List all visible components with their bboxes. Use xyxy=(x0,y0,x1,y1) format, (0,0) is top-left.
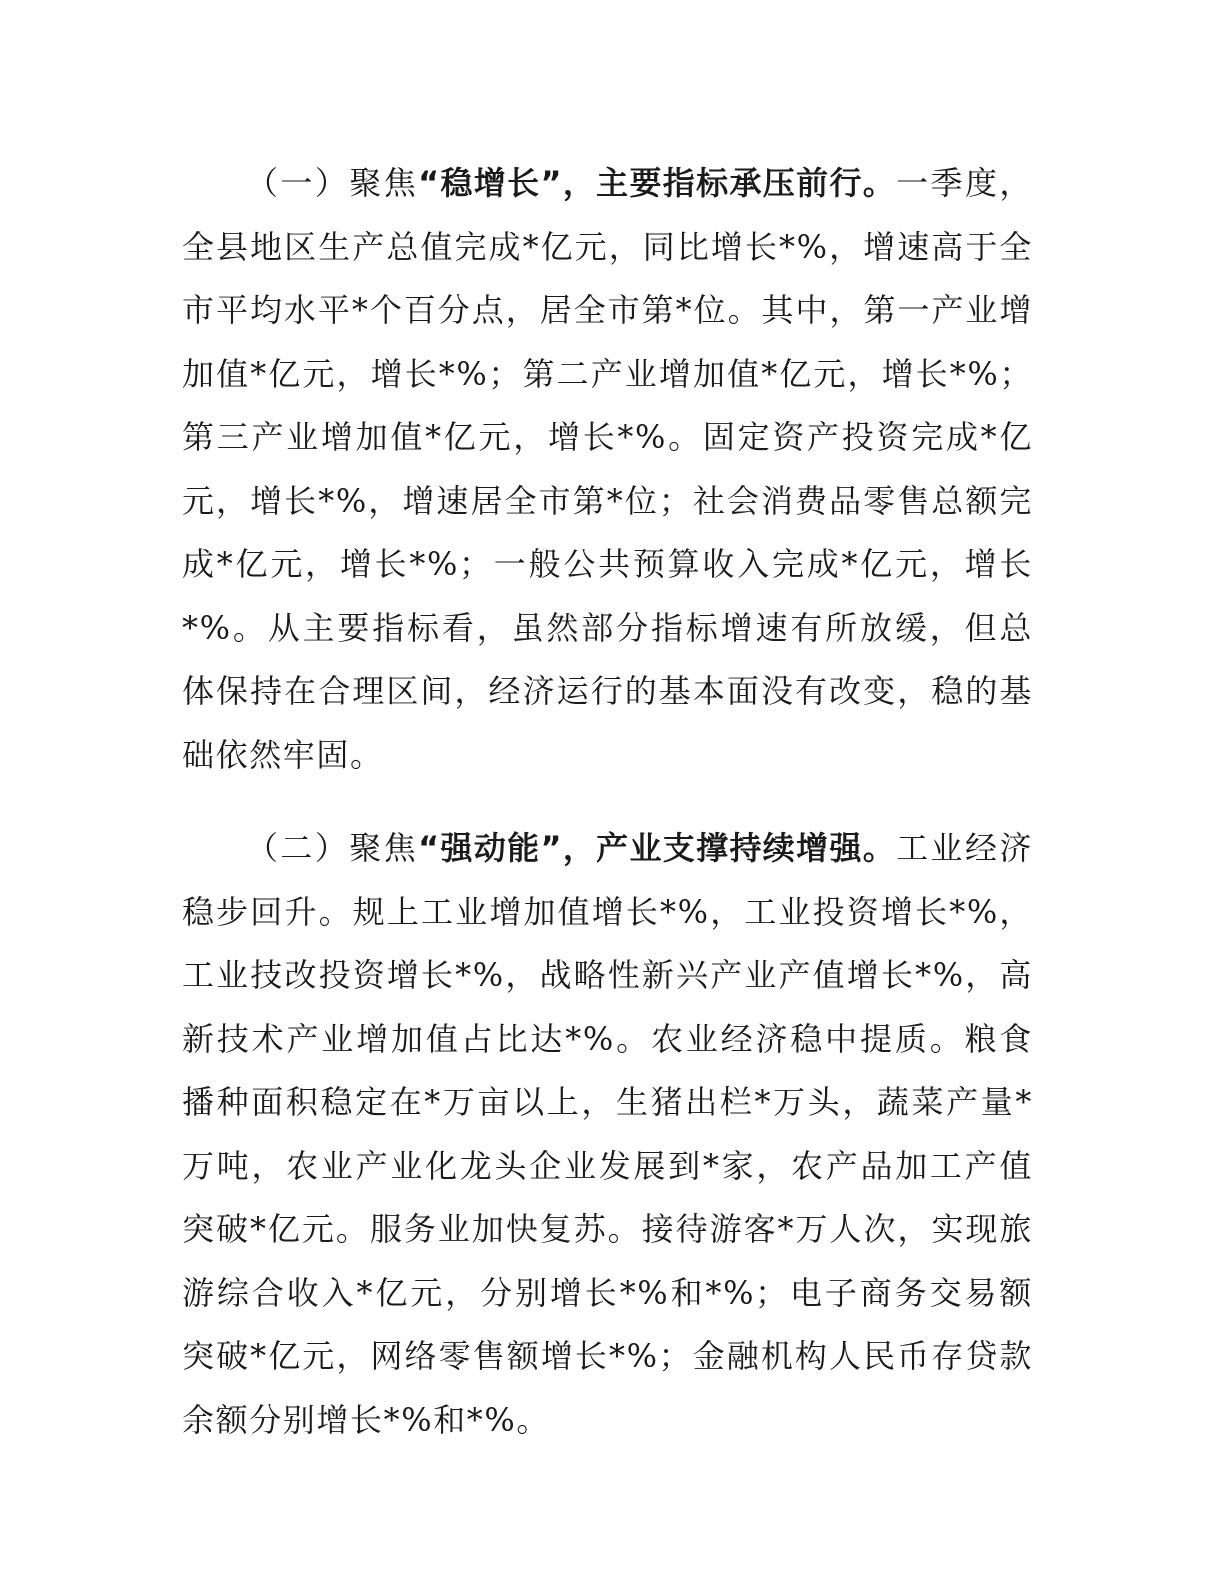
paragraph-stable-growth xyxy=(182,152,1033,787)
section-body: 一季度，全县地区生产总值完成*亿元，同比增长*%，增速高于全市平均水平*个百分点，居全市第*位。其中，第一产业增加值*亿元，增长*%；第二产业增加值*亿元，增长*%；第三产业增加值*亿元，增长*%。固定资产投资完成*亿元，增长*%，增速居全市第*位；社会消费品零售总额完成*亿元，增长*%；一般公共预算收入完成*亿元，增长*%。从主要指标看，虽然部分指标增速有所放缓，但总体保持在合理区间，经济运行的基本面没有改变，稳的基础依然牢固。 xyxy=(182,164,1033,774)
section-prefix: （二）聚焦 xyxy=(246,829,419,867)
document-page xyxy=(182,152,1033,1452)
section-body: 工业经济稳步回升。规上工业增加值增长*%，工业投资增长*%，工业技改投资增长*%，战略性新兴产业产值增长*%，高新技术产业增加值占比达*%。农业经济稳中提质。粮食播种面积稳定在*万亩以上，生猪出栏*万头，蔬菜产量*万吨，农业产业化龙头企业发展到*家，农产品加工产值突破*亿元。服务业加快复苏。接待游客*万人次，实现旅游综合收入*亿元，分别增长*%和*%；电子商务交易额突破*亿元，网络零售额增长*%；金融机构人民币存贷款余额分别增长*%和*%。 xyxy=(182,829,1033,1439)
section-heading: “强动能”，产业支撑持续增强。 xyxy=(418,829,897,867)
paragraph-strong-momentum xyxy=(182,817,1033,1452)
section-prefix: （一）聚焦 xyxy=(246,164,419,202)
section-heading: “稳增长”，主要指标承压前行。 xyxy=(418,164,897,202)
